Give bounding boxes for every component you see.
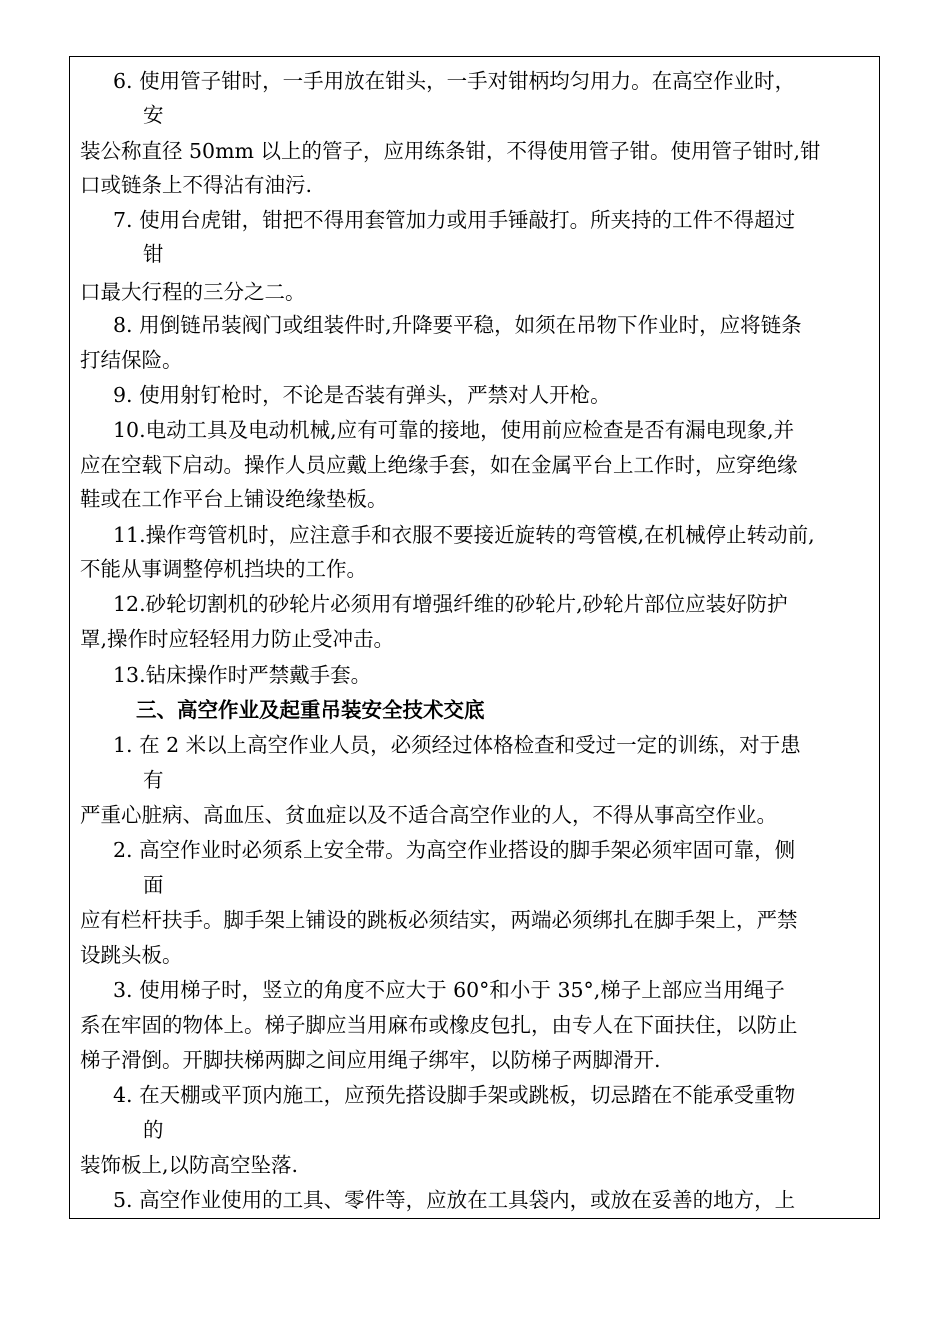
paragraph-line: 装公称直径 50mm 以上的管子，应用练条钳，不得使用管子钳。使用管子钳时,钳 bbox=[80, 139, 821, 163]
paragraph-line: 梯子滑倒。开脚扶梯两脚之间应用绳子绑牢，以防梯子两脚滑开. bbox=[80, 1048, 661, 1072]
paragraph-line: 打结保险。 bbox=[80, 348, 183, 372]
paragraph-line: 6. 使用管子钳时，一手用放在钳头，一手对钳柄均匀用力。在高空作业时， bbox=[113, 69, 796, 93]
paragraph-line: 不能从事调整停机挡块的工作。 bbox=[80, 557, 367, 581]
paragraph-line: 2. 高空作业时必须系上安全带。为高空作业搭设的脚手架必须牢固可靠，侧 bbox=[113, 838, 796, 862]
paragraph-line: 12.砂轮切割机的砂轮片必须用有增强纤维的砂轮片,砂轮片部位应装好防护 bbox=[113, 592, 788, 616]
paragraph-line: 系在牢固的物体上。梯子脚应当用麻布或橡皮包扎，由专人在下面扶住，以防止 bbox=[80, 1013, 798, 1037]
paragraph-line: 13.钻床操作时严禁戴手套。 bbox=[113, 663, 372, 687]
paragraph-line: 口最大行程的三分之二。 bbox=[80, 280, 306, 304]
paragraph-line: 3. 使用梯子时，竖立的角度不应大于 60°和小于 35°,梯子上部应当用绳子 bbox=[113, 978, 785, 1002]
paragraph-line: 有 bbox=[143, 768, 164, 792]
paragraph-line: 应在空载下启动。操作人员应戴上绝缘手套，如在金属平台上工作时，应穿绝缘 bbox=[80, 453, 798, 477]
paragraph-line: 4. 在天棚或平顶内施工，应预先搭设脚手架或跳板，切忌踏在不能承受重物 bbox=[113, 1083, 796, 1107]
paragraph-line: 5. 高空作业使用的工具、零件等，应放在工具袋内，或放在妥善的地方，上 bbox=[113, 1188, 796, 1212]
paragraph-line: 安 bbox=[143, 103, 164, 127]
paragraph-line: 8. 用倒链吊装阀门或组装件时,升降要平稳，如须在吊物下作业时，应将链条 bbox=[113, 313, 802, 337]
paragraph-line: 1. 在 2 米以上高空作业人员，必须经过体格检查和受过一定的训练，对于患 bbox=[113, 733, 801, 757]
paragraph-line: 口或链条上不得沾有油污. bbox=[80, 173, 313, 197]
paragraph-line: 严重心脏病、高血压、贫血症以及不适合高空作业的人，不得从事高空作业。 bbox=[80, 803, 777, 827]
paragraph-line: 装饰板上,以防高空坠落. bbox=[80, 1153, 299, 1177]
paragraph-line: 应有栏杆扶手。脚手架上铺设的跳板必须结实，两端必须绑扎在脚手架上，严禁 bbox=[80, 908, 798, 932]
paragraph-line: 的 bbox=[143, 1118, 164, 1142]
section-heading: 三、高空作业及起重吊装安全技术交底 bbox=[136, 698, 485, 722]
paragraph-line: 10.电动工具及电动机械,应有可靠的接地，使用前应检查是否有漏电现象,并 bbox=[113, 418, 795, 442]
paragraph-line: 9. 使用射钉枪时，不论是否装有弹头，严禁对人开枪。 bbox=[113, 383, 611, 407]
paragraph-line: 钳 bbox=[143, 242, 164, 266]
paragraph-line: 罩,操作时应轻轻用力防止受冲击。 bbox=[80, 627, 395, 651]
paragraph-line: 设跳头板。 bbox=[80, 943, 183, 967]
paragraph-line: 7. 使用台虎钳，钳把不得用套管加力或用手锤敲打。所夹持的工件不得超过 bbox=[113, 208, 796, 232]
paragraph-line: 面 bbox=[143, 873, 164, 897]
paragraph-line: 11.操作弯管机时，应注意手和衣服不要接近旋转的弯管模,在机械停止转动前, bbox=[113, 523, 815, 547]
paragraph-line: 鞋或在工作平台上铺设绝缘垫板。 bbox=[80, 487, 388, 511]
